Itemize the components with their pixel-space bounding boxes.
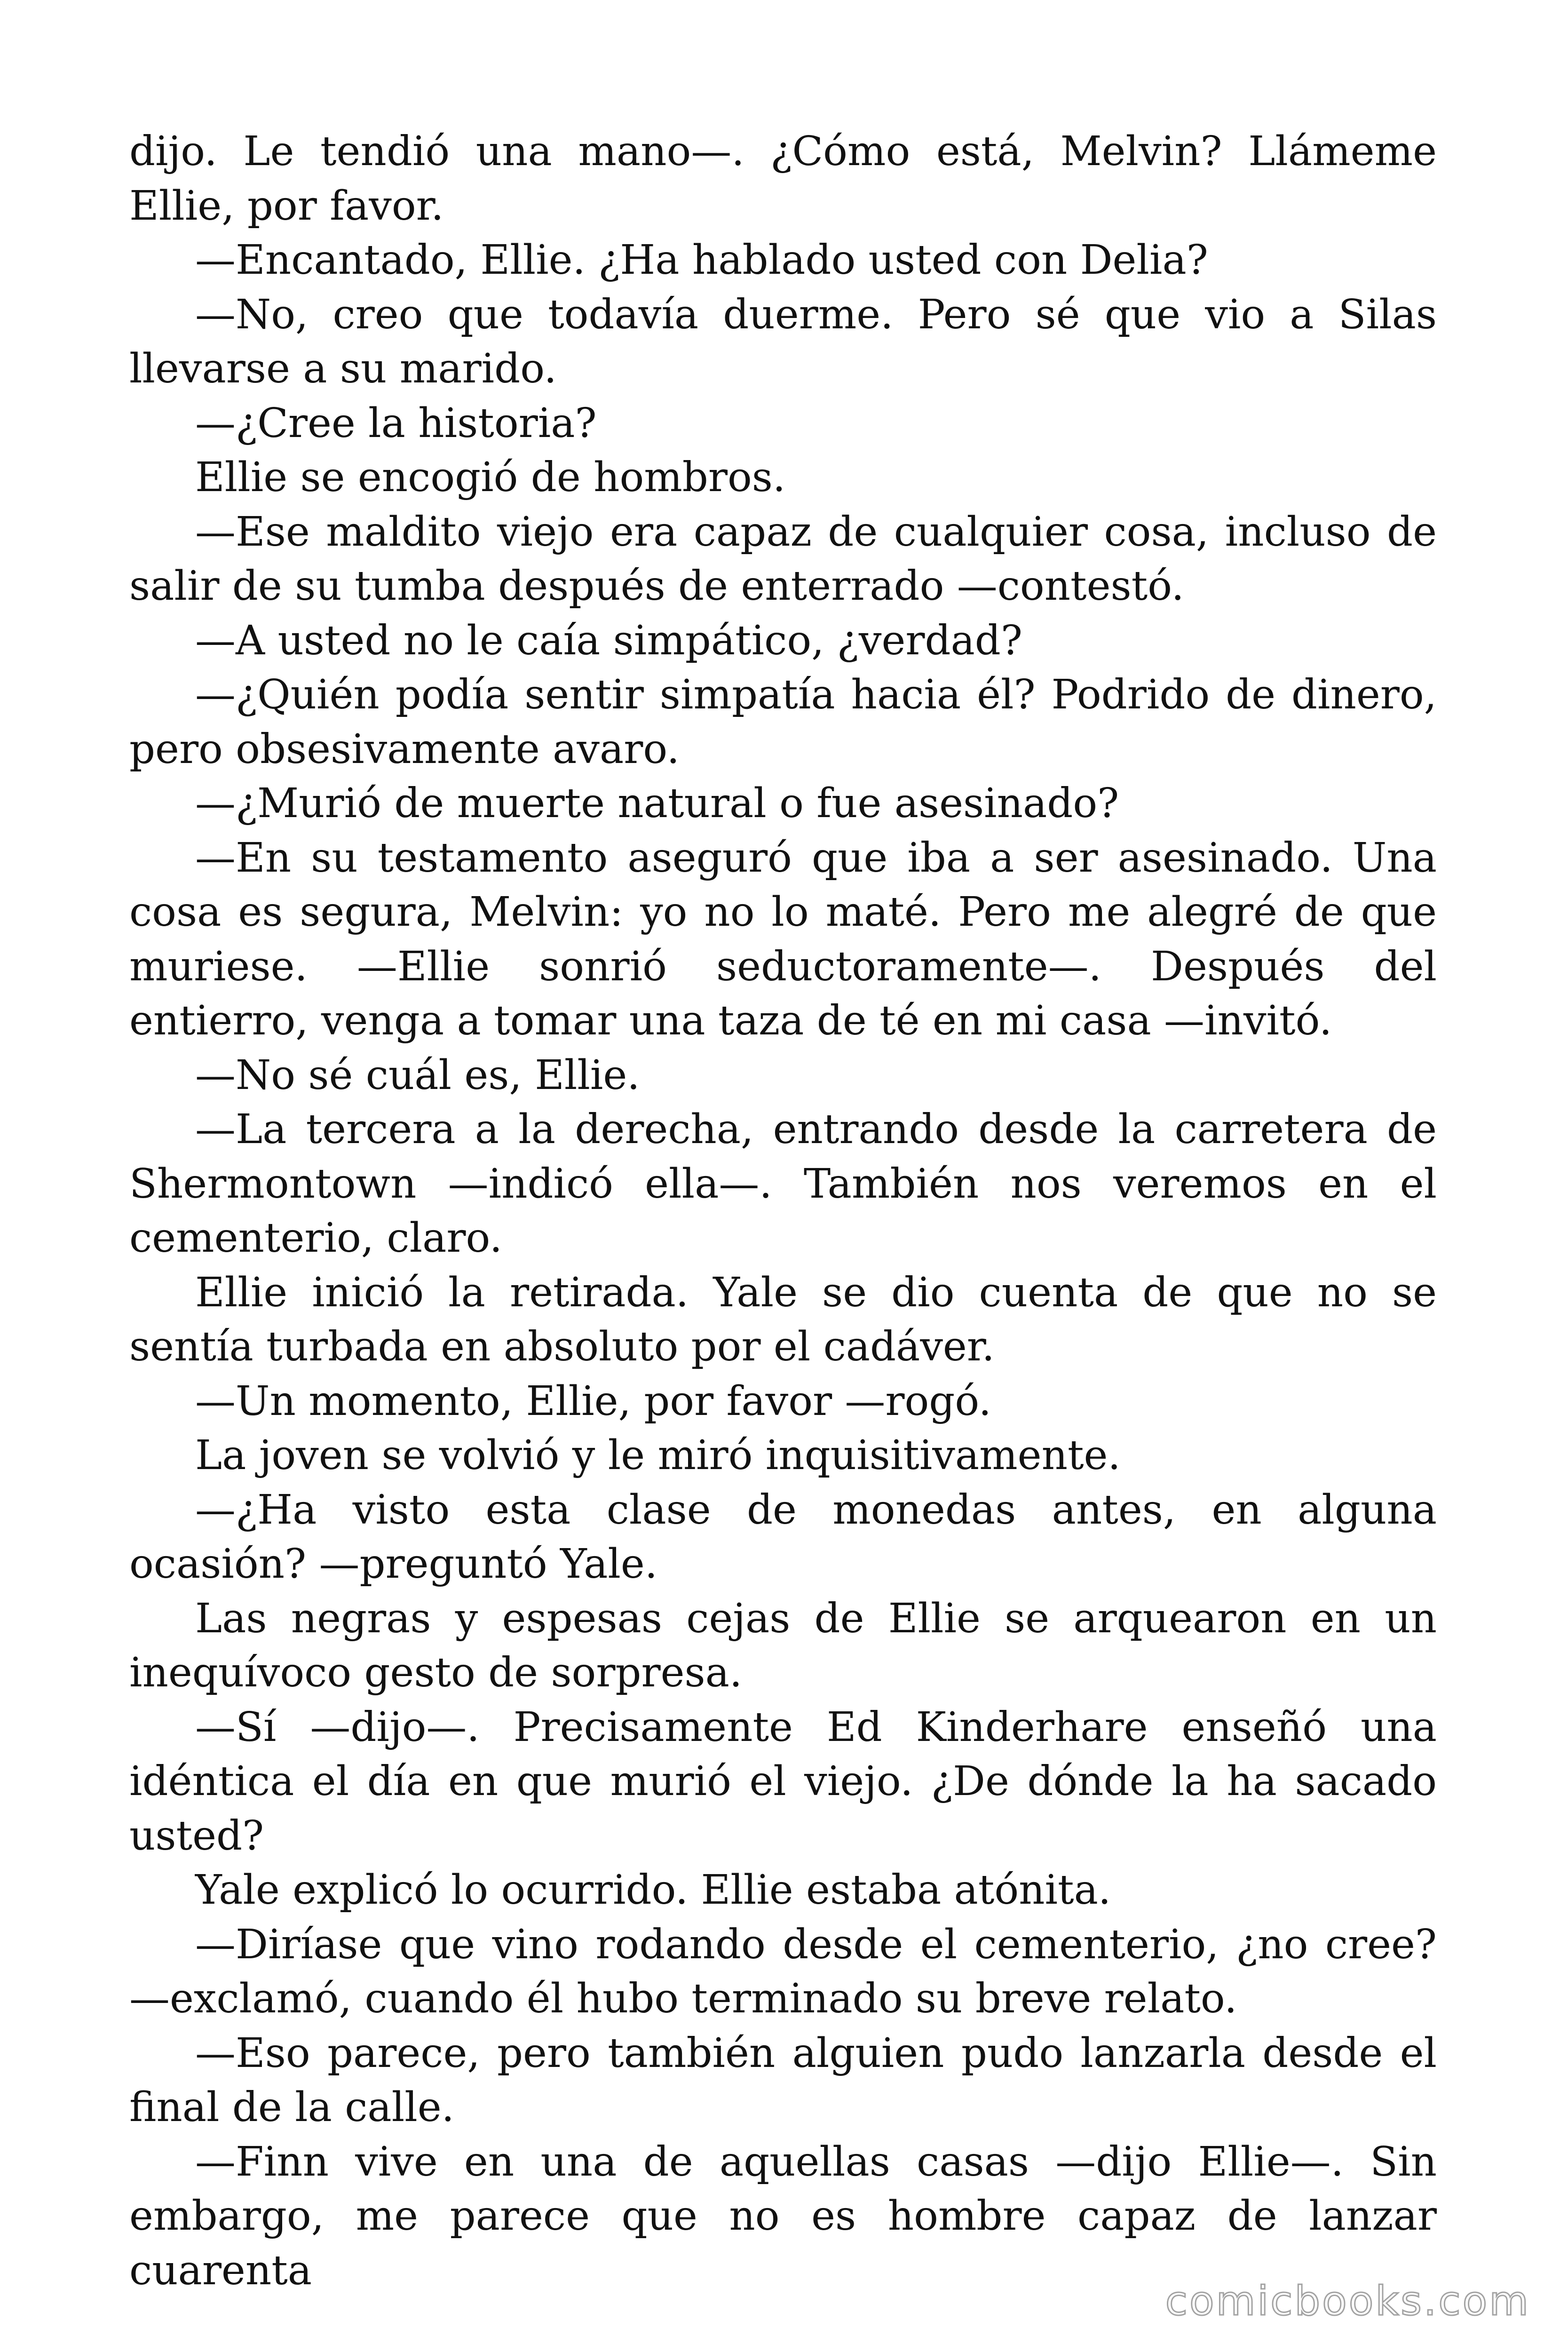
paragraph: —No sé cuál es, Ellie.	[195, 1051, 640, 1099]
paragraph: —¿Cree la historia?	[195, 399, 597, 447]
paragraph: Ellie inició la retirada. Yale se dio cuenta de que no se sentía turbada en absoluto por el cadáver.	[129, 1269, 1437, 1370]
paragraph: —Ese maldito viejo era capaz de cualquier cosa, incluso de salir de su tumba después de enterrado —contestó.	[129, 508, 1437, 610]
paragraph: —Eso parece, pero también alguien pudo lanzarla desde el final de la calle.	[129, 2029, 1437, 2131]
paragraph: —¿Murió de muerte natural o fue asesinado?	[195, 780, 1119, 827]
paragraph: —No, creo que todavía duerme. Pero sé que vio a Silas llevarse a su marido.	[129, 291, 1437, 392]
watermark: comicbooks.com	[1165, 2278, 1530, 2325]
paragraph: —Finn vive en una de aquellas casas —dijo Ellie—. Sin embargo, me parece que no es hombre capaz de lanzar cuarenta	[129, 2138, 1437, 2294]
paragraph: —A usted no le caía simpático, ¿verdad?	[195, 617, 1022, 664]
paragraph: —Un momento, Ellie, por favor —rogó.	[195, 1377, 991, 1425]
paragraph: —La tercera a la derecha, entrando desde la carretera de Shermontown —indicó ella—. También nos veremos en el cementerio, claro.	[129, 1106, 1437, 1262]
paragraph: —¿Quién podía sentir simpatía hacia él? Podrido de dinero, pero obsesivamente avaro.	[129, 671, 1437, 773]
paragraph: Las negras y espesas cejas de Ellie se arquearon en un inequívoco gesto de sorpresa.	[129, 1595, 1437, 1696]
book-page	[129, 125, 1437, 2298]
paragraph: —Encantado, Ellie. ¿Ha hablado usted con Delia?	[195, 237, 1208, 284]
paragraph: Yale explicó lo ocurrido. Ellie estaba atónita.	[195, 1867, 1111, 1914]
paragraph: Ellie se encogió de hombros.	[195, 454, 786, 501]
paragraph: dijo. Le tendió una mano—. ¿Cómo está, Melvin? Llámeme Ellie, por favor.	[129, 128, 1437, 230]
paragraph: La joven se volvió y le miró inquisitivamente.	[195, 1432, 1121, 1479]
paragraph: —Diríase que vino rodando desde el cementerio, ¿no cree? —exclamó, cuando él hubo terminado su breve relato.	[129, 1921, 1437, 2022]
paragraph: —¿Ha visto esta clase de monedas antes, en alguna ocasión? —preguntó Yale.	[129, 1486, 1437, 1588]
paragraph: —Sí —dijo—. Precisamente Ed Kinderhare enseñó una idéntica el día en que murió el viejo. ¿De dónde la ha sacado usted?	[129, 1703, 1437, 1859]
paragraph: —En su testamento aseguró que iba a ser asesinado. Una cosa es segura, Melvin: yo no lo maté. Pero me alegré de que muriese. —Ellie sonrió seductoramente—. Después del entierro, venga a tomar una taza de té en mi casa —invitó.	[129, 834, 1437, 1044]
